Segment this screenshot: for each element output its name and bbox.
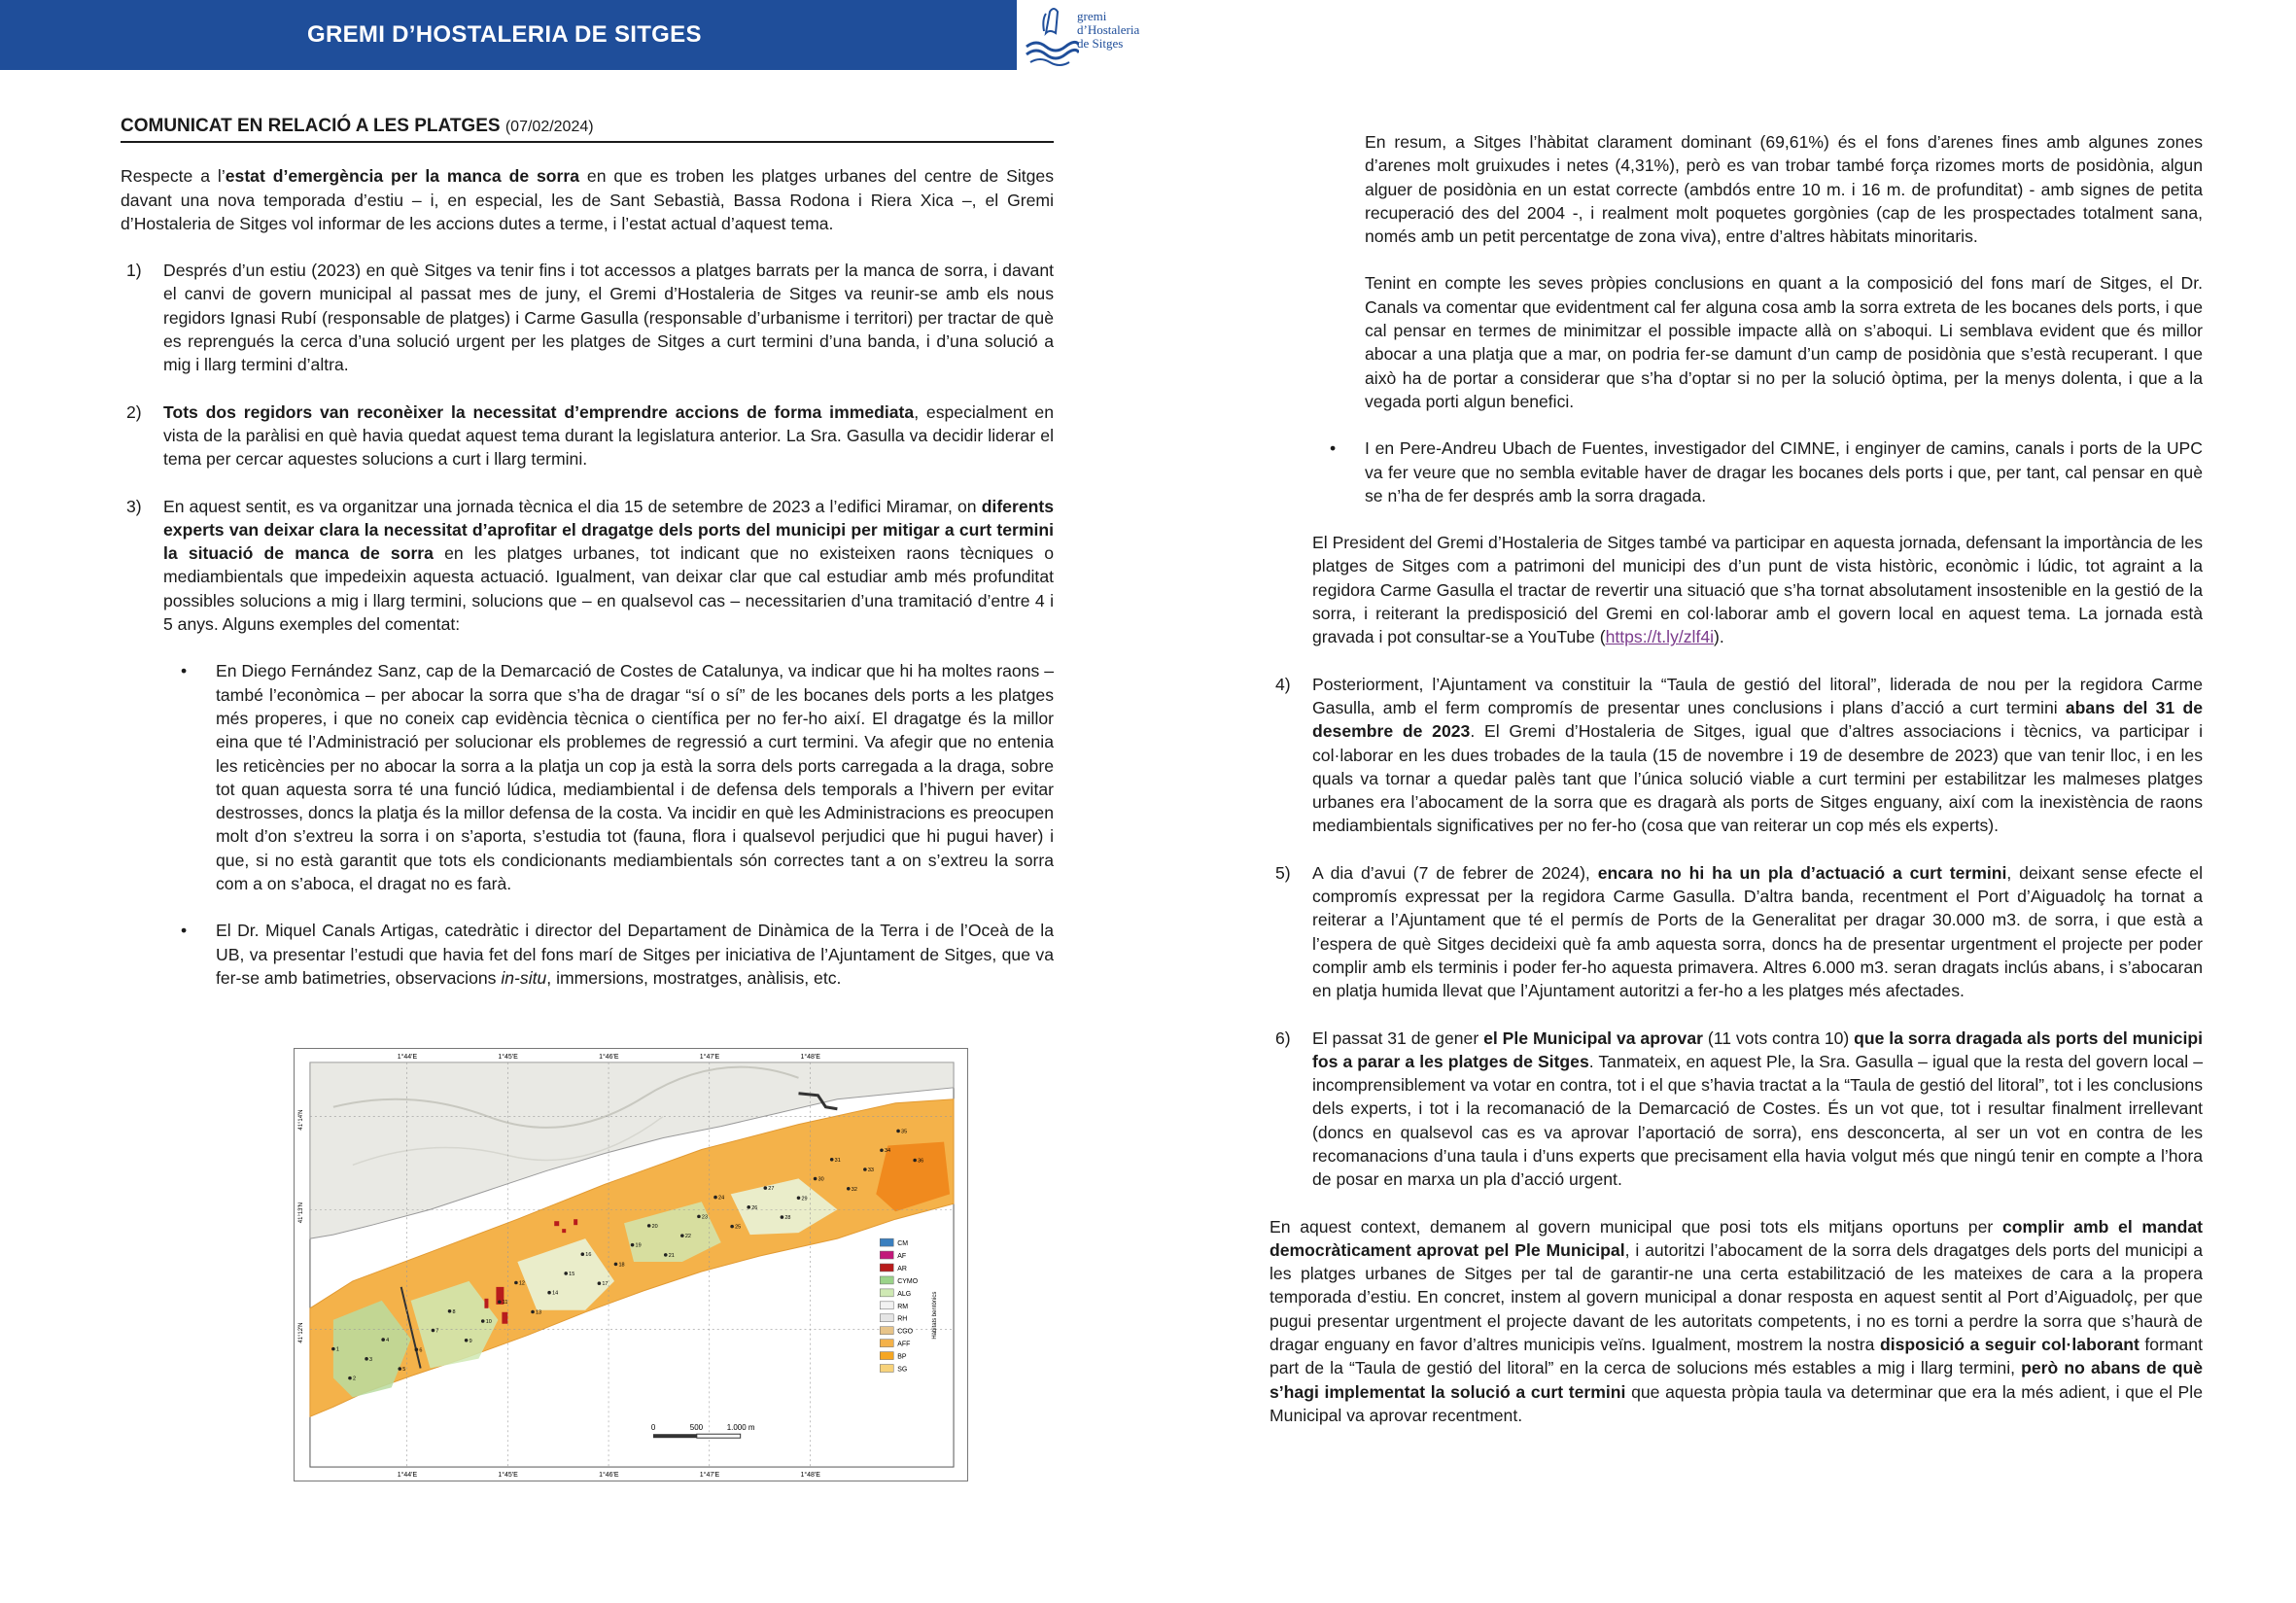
- map-station-point: [547, 1291, 551, 1295]
- left-column: [121, 115, 1054, 1013]
- bullet-1-text: En Diego Fernández Sanz, cap de la Demarcació de Costes de Catalunya, va indicar que hi ha moltes raons – també l’econòmica – per abocar la sorra que s’ha de dragar “sí o sí” de les bocanes dels ports a les platges més properes, i que no coneix cap evidència tècnica o científica per no fer-ho així. El dragatge és la millor eina que té l’Administració per solucionar els problemes de regressió a curt termini. Va afegir que no entenia les reticències per no abocar la sorra a la platja un cop ja està la sorra dels ports carregada a la draga, sobre tot quan aquesta sorra té una funció lúdica, mediambiental i de defensa dels temporals a l’hivern per evitar destrosses, doncs la platja és la millor defensa de la costa. Va incidir en què les Administracions es preocupen molt d’on s’extreu la sorra i on s’aporta, s’estudia tot (fauna, flora i qualsevol perjudici que hi pugui haver) i que, si no està garantit que tots els condicionants mediambientals són correctes tant a on s’extreu la sorra com a on s’aboca, el dragat no es farà.: [216, 661, 1054, 894]
- map-station-label: 17: [602, 1281, 609, 1288]
- map-left-tick: 41°13'N: [297, 1202, 304, 1224]
- point-3-bold: diferents experts van deixar clara la necessitat d’aprofitar el dragatge dels ports del municipi per mitigar a curt termini la situació de manca de sorra: [163, 496, 1054, 564]
- point-5-rest: , deixant sense efecte el compromís expressat per la regidora Carme Gasulla. D’altra banda, recentment el Port d’Aiguadolç ha tornat a reiterar a l’Ajuntament que té el permís de Ports de la Generalitat per dragar 30.000 m3. de sorra, i que està a l’espera de què Sitges decideixi què fa amb aquesta sorra, doncs ha de presentar urgentment el projecte per poder complir amb els terminis i poder fer-ho aquesta primavera. Altres 6.000 m3. seran dragats inclús abans, i s’abocaran en platja humida llevat que l’Ajuntament autoritzi a fer-ho a les platges més afectades.: [1312, 862, 2203, 1001]
- map-station-label: 31: [834, 1157, 841, 1164]
- legend-title: Hàbitats bentònics: [932, 1291, 939, 1340]
- point-3-rest: en les platges urbanes, tot indicant que no existeixen raons tècniques o mediambientals que impedeixin aquesta actuació. Igualment, van deixar clar que cal estudiar amb més profunditat possibles solucions a mig i llarg termini, solucions que – en qualsevol cas – necessitarien d’una tramitació d’entre 4 i 5 anys. Alguns exemples del comentat:: [163, 543, 1055, 635]
- legend-label: CGO: [897, 1328, 914, 1336]
- map-station-point: [381, 1338, 385, 1342]
- map-station-point: [348, 1376, 352, 1380]
- map-station-point: [365, 1357, 368, 1361]
- map-station-label: 9: [469, 1338, 472, 1344]
- map-station-point: [913, 1159, 917, 1163]
- map-bottom-tick: 1°44'E: [397, 1472, 418, 1480]
- point-3-text: [163, 495, 1054, 637]
- map-station-label: 11: [502, 1300, 508, 1307]
- doc-title: [121, 115, 1054, 143]
- map-station-label: 35: [901, 1129, 908, 1135]
- map-top-tick: 1°45'E: [498, 1053, 518, 1061]
- map-left-tick: 41°12'N: [297, 1322, 304, 1343]
- map-station-label: 34: [884, 1148, 891, 1155]
- legend-label: CM: [897, 1240, 909, 1248]
- point-4: [1270, 673, 2203, 838]
- map-station-label: 8: [452, 1308, 456, 1315]
- point-4-number: 4): [1275, 674, 1291, 694]
- legend-label: AR: [897, 1265, 907, 1272]
- intro-text-rest: en que es troben les platges urbanes del centre de Sitges davant una nova temporada d’estiu – i, en especial, les de Sant Sebastià, Bassa Rodona i Riera Xica –, el Gremi d’Hostaleria de Sitges vol informar de les accions dutes a terme, i l’estat actual d’aquest tema.: [121, 166, 1054, 233]
- map-station-label: 21: [668, 1252, 675, 1259]
- point-5: [1270, 861, 2203, 1003]
- map-station-point: [331, 1347, 335, 1351]
- map-station-label: 19: [635, 1242, 642, 1249]
- map-station-label: 2: [352, 1376, 357, 1382]
- intro-paragraph: [121, 164, 1054, 235]
- map-top-tick: 1°46'E: [599, 1053, 619, 1061]
- map-top-tick: 1°47'E: [699, 1053, 720, 1061]
- map-station-label: 6: [419, 1347, 423, 1354]
- map-scale-bar: [653, 1434, 741, 1438]
- map-station-point: [514, 1281, 518, 1285]
- intro-bold: estat d’emergència per la manca de sorra: [225, 166, 580, 187]
- conclusion-g: que aquesta pròpia taula va determinar que era la més adient, i que el Ple Municipal va aprovar recentment.: [1270, 1381, 2203, 1425]
- paragraph-summary: En resum, a Sitges l’hàbitat clarament dominant (69,61%) és el fons d’arenes fines amb algunes zones d’arenes molt gruixudes i netes (4,31%), però es van trobar també força rizomes morts de posidònia, algun alguer de posidònia en un estat correcte (ambdós entre 10 m. i 16 m. de profunditat) - amb signes de petita recuperació des del 2004 -, i realment molt poquetes gorgònies (cap de les prospectades totalment sana, només amb un petit percentatge de zona viva), entre d’altres hàbitats minoritaris.: [1365, 132, 2203, 247]
- conclusion-bold-1: complir amb el mandat democràticament aprovat pel Ple Municipal: [1270, 1216, 2204, 1260]
- map-station-label: 5: [402, 1367, 406, 1374]
- point-1: [121, 259, 1054, 376]
- paragraph-canals: Tenint en compte les seves pròpies conclusions en quant a la composició del fons marí de Sitges, el Dr. Canals va comentar que evidentment cal fer alguna cosa amb la sorra extreta de les bocanes dels ports, i que cal pensar en termes de minimitzar el possible impacte allà on s’aboqui. Li semblava evident que és millor abocar a una platja que a mar, on podria fer-se damunt d’un camp de posidònia que s’està recuperant. I que això ha de portar a considerar que s’ha d’optar si no per la solució òptima, per la menys dolenta, i que a la vegada porti algun benefici.: [1365, 273, 2203, 411]
- point-5-start: A dia d’avui (7 de febrer de 2024),: [1312, 862, 1598, 883]
- legend-label: RM: [897, 1303, 909, 1310]
- legend-label: CYMO: [897, 1277, 919, 1285]
- logo: [1021, 4, 1147, 68]
- map-station-point: [531, 1310, 535, 1314]
- conclusion-a: En aquest context, demanem al govern municipal que posi tots els mitjans oportuns per: [1270, 1216, 2002, 1237]
- logo-mark: [1021, 4, 1079, 68]
- bullet-1-dot: •: [181, 661, 188, 681]
- point-5-text: [1312, 861, 2203, 1003]
- map-station-label: 12: [518, 1280, 526, 1287]
- header-title: GREMI D’HOSTALERIA DE SITGES: [307, 21, 702, 48]
- point-4-bold: abans del 31 de desembre de 2023: [1312, 697, 2203, 742]
- bullet-1: [121, 659, 1054, 895]
- map-scale-500: 500: [689, 1423, 704, 1433]
- map-bottom-tick: 1°47'E: [699, 1472, 720, 1480]
- doc-date: (07/02/2024): [504, 119, 594, 135]
- legend-swatch: [880, 1340, 893, 1347]
- map-station-point: [415, 1348, 419, 1352]
- point-2-number: 2): [126, 401, 142, 422]
- map-station-point: [448, 1309, 452, 1313]
- president-text-end: ).: [1714, 627, 1724, 647]
- map-station-label: 4: [386, 1338, 390, 1344]
- point-4-rest: . El Gremi d’Hostaleria de Sitges, igual que d’altres associacions i tècnics, va participar i col·laborar en les dues trobades de la taula (15 de novembre i 19 de desembre de 2023) que van tenir lloc, i en les quals va tornar a quedar palès tant que l’única solució viable a curt termini per estabilitzar les malmeses platges urbanes era l’abocament de la sorra que es dragarà als ports de Sitges enguany, així com la inexistència de raons mediambientals significatives per no fer-ho (cosa que van reiterar un cop més els experts).: [1312, 721, 2203, 836]
- bullet-3-dot: •: [1330, 438, 1337, 459]
- point-3-number: 3): [126, 496, 142, 516]
- logo-text-3: de Sitges: [1077, 36, 1124, 51]
- point-2-text: [163, 401, 1054, 471]
- conclusion-paragraph: [1270, 1215, 2203, 1428]
- map-station-point: [830, 1158, 834, 1162]
- map-station-point: [465, 1339, 469, 1342]
- map-station-point: [564, 1272, 568, 1275]
- map-station-label: 25: [735, 1224, 742, 1231]
- map-station-label: 13: [535, 1309, 542, 1316]
- youtube-link[interactable]: https://t.ly/zlf4i: [1605, 627, 1715, 647]
- map-station-label: 32: [851, 1186, 857, 1193]
- map-station-point: [814, 1177, 818, 1181]
- map-station-label: 22: [684, 1234, 691, 1240]
- bullet-2-italic: in-situ: [501, 967, 547, 988]
- legend-swatch: [880, 1327, 893, 1335]
- map-station-point: [598, 1281, 602, 1285]
- legend-swatch: [880, 1314, 893, 1322]
- intro-text: Respecte a l’: [121, 166, 226, 187]
- map-station-label: 24: [718, 1195, 725, 1202]
- map-station-label: 27: [768, 1186, 775, 1193]
- map-scale-1000: 1.000 m: [726, 1423, 755, 1433]
- map-station-point: [863, 1167, 867, 1171]
- map-station-point: [880, 1148, 884, 1152]
- paragraph-president: [1270, 531, 2203, 648]
- map-station-point: [398, 1367, 401, 1371]
- point-4-start: Posteriorment, l’Ajuntament va constituir la “Taula de gestió del litoral”, liderada de nou per la regidora Carme Gasulla, amb el ferm compromís de presentar unes conclusions i plans d’acció a curt termini: [1312, 674, 2203, 717]
- map-station-point: [747, 1205, 750, 1209]
- point-6-bold-1: el Ple Municipal va aprovar: [1483, 1028, 1703, 1048]
- map-station-point: [481, 1319, 485, 1323]
- map-bottom-tick: 1°45'E: [498, 1472, 518, 1480]
- conclusion-e: formant part de la “Taula de gestió del litoral” en la cerca de solucions més estables a mig i llarg termini,: [1270, 1335, 2203, 1378]
- map-top-tick: 1°44'E: [397, 1053, 418, 1061]
- map-station-point: [730, 1225, 734, 1229]
- point-6: [1270, 1027, 2203, 1192]
- map-station-point: [631, 1243, 635, 1247]
- map-station-label: 16: [585, 1252, 592, 1259]
- map-station-label: 1: [335, 1346, 339, 1353]
- map-station-label: 23: [701, 1214, 709, 1221]
- map-station-label: 28: [784, 1215, 791, 1222]
- legend-label: AF: [897, 1253, 907, 1261]
- map-station-point: [847, 1187, 851, 1191]
- map-station-label: 29: [801, 1196, 808, 1202]
- right-column: [1270, 130, 2203, 1450]
- legend-swatch: [880, 1365, 893, 1373]
- map-station-point: [713, 1196, 717, 1200]
- doc-title-text: COMUNICAT EN RELACIÓ A LES PLATGES: [121, 116, 501, 136]
- bullet-3: [1270, 436, 2203, 507]
- map-station-label: 33: [867, 1167, 874, 1174]
- point-5-number: 5): [1275, 862, 1291, 883]
- map-station-label: 36: [918, 1158, 924, 1165]
- point-1-text: Després d’un estiu (2023) en què Sitges va tenir fins i tot accessos a platges barrats per la manca de sorra, i davant el canvi de govern municipal al passat mes de juny, el Gremi d’Hostaleria de Sitges va reunir-se amb els nous regidors Ignasi Rubí (responsable de platges) i Carme Gasulla (responsable d’urbanisme i territori) per tractar de què es reprengués la cerca d’una solució urgent per les platges de Sitges a curt termini d’una banda, i d’una solució a mig i llarg termini d’altra.: [163, 261, 1054, 375]
- map-svg: [295, 1049, 967, 1481]
- map-station-point: [498, 1300, 502, 1304]
- map-bottom-tick: 1°48'E: [800, 1472, 820, 1480]
- bullet-2-start: El Dr. Miquel Canals Artigas, catedràtic i director del Departament de Dinàmica de la Terra i de l’Oceà de la UB, va presentar l’estudi que havia fet del fons marí de Sitges per iniciativa de l’Ajuntament de Sitges, que va fer-se amb batimetries, observacions: [216, 921, 1054, 988]
- map-station-point: [697, 1215, 701, 1219]
- legend-swatch: [880, 1251, 893, 1259]
- point-3-start: En aquest sentit, es va organitzar una jornada tècnica el dia 15 de setembre de 2023 a l’edifici Miramar, on: [163, 496, 982, 516]
- conclusion-bold-2: disposició a seguir col·laborant: [1879, 1335, 2139, 1355]
- point-2-bold: Tots dos regidors van reconèixer la necessitat d’emprendre accions de forma immediata: [163, 401, 915, 422]
- point-6-text: [1312, 1027, 2203, 1192]
- seabed-habitat-map: [294, 1048, 968, 1481]
- legend-swatch: [880, 1238, 893, 1246]
- map-station-label: 3: [369, 1356, 373, 1363]
- map-station-label: 15: [569, 1271, 575, 1277]
- map-station-point: [614, 1263, 618, 1267]
- map-left-tick: 41°14'N: [297, 1109, 304, 1131]
- map-station-point: [580, 1252, 584, 1256]
- map-station-point: [647, 1224, 651, 1228]
- bullet-3-text: I en Pere-Andreu Ubach de Fuentes, investigador del CIMNE, i enginyer de camins, canals i ports de la UPC va fer veure que no sembla evitable haver de dragar les bocanes dels ports i que, per tant, cal pensar en què se n’ha de fer després amb la sorra dragada.: [1365, 438, 2203, 505]
- bullet-2-rest: , immersions, mostratges, anàlisis, etc.: [546, 967, 842, 988]
- legend-label: SG: [897, 1366, 908, 1374]
- point-3: [121, 495, 1054, 637]
- legend-label: ALG: [897, 1290, 912, 1298]
- legend-label: AFF: [897, 1341, 911, 1348]
- map-station-label: 30: [818, 1176, 824, 1183]
- map-station-point: [764, 1186, 768, 1190]
- point-6-bold-2: que la sorra dragada als ports del municipi fos a parar a les platges de Sitges: [1312, 1028, 2203, 1071]
- map-station-point: [896, 1130, 900, 1133]
- legend-label: BP: [897, 1353, 907, 1361]
- legend-swatch: [880, 1276, 893, 1284]
- map-bottom-tick: 1°46'E: [599, 1472, 619, 1480]
- point-2-rest: , especialment en vista de la paràlisi en què havia quedat aquest tema durant la legislatura anterior. La Sra. Gasulla va decidir liderar el tema per cercar aquestes solucions a curt i llarg termini.: [163, 401, 1054, 470]
- bullet-2: [121, 919, 1054, 990]
- point-5-bold: encara no hi ha un pla d’actuació a curt termini: [1597, 862, 2007, 883]
- map-station-point: [781, 1215, 784, 1219]
- point-6-start: El passat 31 de gener: [1312, 1028, 1484, 1048]
- legend-label: RH: [897, 1315, 908, 1323]
- point-6-number: 6): [1275, 1028, 1291, 1048]
- bullet-2-text: [216, 919, 1054, 990]
- logo-text-1: gremi: [1077, 9, 1107, 23]
- legend-swatch: [880, 1302, 893, 1309]
- header-bar: [0, 0, 1017, 70]
- map-station-label: 14: [552, 1290, 559, 1297]
- map-station-point: [680, 1234, 684, 1237]
- map-station-label: 18: [618, 1262, 625, 1269]
- point-6-votes: (11 vots contra 10): [1702, 1028, 1855, 1048]
- point-6-rest: . Tanmateix, en aquest Ple, la Sra. Gasulla – igual que la resta del govern local – incomprensiblement va votar en contra, tot i el que s’havia tractat a la “Taula de gestió del litoral”, tot i les conclusions dels experts, i tot i la recomanació de la Demarcació de Costes. És un vot que, tot i resultar finalment irrellevant (doncs en qualsevol cas es va aprovar l’aportació de sorra), ens desconcerta, al ser un vot en contra de les recomanacions d’una taula i d’uns experts que precisament ella havia volgut més que ningú tenir en compte a l’hora de posar en marxa un pla d’acció urgent.: [1312, 1051, 2203, 1190]
- logo-text-2: d’Hostaleria: [1077, 22, 1140, 37]
- map-top-tick: 1°48'E: [800, 1053, 820, 1061]
- map-scale-0: 0: [650, 1423, 656, 1433]
- bullet-2-dot: •: [181, 921, 188, 941]
- map-station-label: 20: [651, 1223, 658, 1230]
- president-text: El President del Gremi d’Hostaleria de Sitges també va participar en aquesta jornada, defensant la importància de les platges de Sitges com a patrimoni del municipi des d’un punt de vista històric, econòmic i lúdic, tot agraint a la regidora Carme Gasulla el tractar de revertir una situació que s’ha tornat absolutament insostenible en la gestió de la sorra, i reiterant la predisposició del Gremi en col·laborar amb el govern local en aquest tema. La jornada està gravada i pot consultar-se a YouTube (: [1312, 533, 2203, 647]
- legend-swatch: [880, 1352, 893, 1360]
- map-station-label: 26: [751, 1204, 758, 1211]
- conclusion-c: , i autoritzi l’abocament de la sorra dels dragatges dels ports del municipi a les platges urbanes de Sitges per tal de garantir-ne una certa estabilització de les mateixes de cara a la propera temporada d’estiu. En concret, instem al govern municipal a donar resposta en aquest sentit al Port d’Aiguadolç, per que pugui presentar urgentment el projecte davant de les autoritats competents, i no es torni a perdre la sorra que s’haurà de dragar enguany en favor d’altres municipis veïns. Igualment, mostrem la nostra: [1270, 1239, 2203, 1355]
- point-2: [121, 401, 1054, 471]
- point-1-number: 1): [126, 261, 142, 281]
- map-station-label: 10: [485, 1319, 492, 1326]
- conclusion-bold-3: però no abans de què s’hagi implementat la solució a curt termini: [1270, 1358, 2203, 1402]
- map-station-point: [432, 1329, 435, 1333]
- legend-swatch: [880, 1264, 893, 1272]
- point-4-text: [1312, 673, 2203, 838]
- map-station-point: [797, 1197, 801, 1201]
- map-station-point: [664, 1253, 668, 1257]
- map-station-label: 7: [435, 1328, 439, 1335]
- legend-swatch: [880, 1289, 893, 1297]
